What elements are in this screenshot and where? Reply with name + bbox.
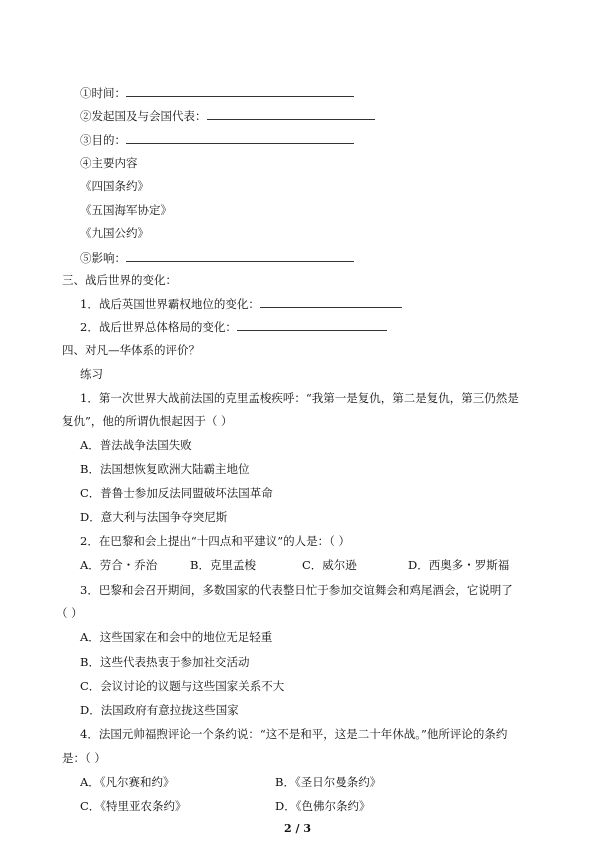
question-3-option-d[interactable]: D．法国政府有意拉拢这些国家 xyxy=(80,703,239,717)
item-britain-change xyxy=(80,295,402,312)
question-1-option-c[interactable]: C．普鲁士参加反法同盟破坏法国革命 xyxy=(80,486,273,500)
fill-blank[interactable] xyxy=(237,318,387,331)
item-purpose-label: ③目的： xyxy=(80,133,126,147)
item-world-pattern xyxy=(80,318,387,335)
item-purpose xyxy=(80,131,354,148)
treaty-nine-power: 《九国公约》 xyxy=(80,226,149,240)
question-3-option-b[interactable]: B．这些代表热衷于参加社交活动 xyxy=(80,655,250,669)
question-3-option-a[interactable]: A．这些国家在和会中的地位无足轻重 xyxy=(80,630,273,644)
fill-blank[interactable] xyxy=(126,249,354,262)
treaty-five-power-naval: 《五国海军协定》 xyxy=(80,203,172,217)
question-1-line-2: 复仇”，他的所谓仇恨起因于（ ） xyxy=(62,414,233,428)
item-time-label: ①时间： xyxy=(80,86,126,100)
page-number: 2 / 3 xyxy=(284,822,311,835)
item-initiators-label: ②发起国及与会国代表： xyxy=(80,109,207,123)
question-2: 2．在巴黎和会上提出“十四点和平建议”的人是：（ ） xyxy=(80,534,350,548)
fill-blank[interactable] xyxy=(207,107,375,120)
section-four-heading: 四、对凡—华体系的评价？ xyxy=(62,343,200,357)
question-2-option-a[interactable]: A．劳合・乔治 xyxy=(80,558,158,572)
practice-heading: 练习 xyxy=(80,367,103,381)
question-4-option-c[interactable]: C．《特里亚农条约》 xyxy=(80,799,187,813)
item-time xyxy=(80,84,354,101)
item-influence xyxy=(80,249,354,266)
question-4-line-2: 是：（ ） xyxy=(62,751,106,765)
fill-blank[interactable] xyxy=(126,84,354,97)
item-main-content: ④主要内容 xyxy=(80,156,138,170)
question-3-option-c[interactable]: C．会议讨论的议题与这些国家关系不大 xyxy=(80,679,285,693)
question-4-option-a[interactable]: A．《凡尔赛和约》 xyxy=(80,775,175,789)
fill-blank[interactable] xyxy=(260,295,402,308)
question-3-line-1: 3．巴黎和会召开期间，多数国家的代表整日忙于参加交谊舞会和鸡尾酒会，它说明了 xyxy=(80,583,513,597)
item-influence-label: ⑤影响： xyxy=(80,251,126,265)
question-4-line-1: 4．法国元帅福煦评论一个条约说：“这不是和平，这是二十年休战。”他所评论的条约 xyxy=(80,727,508,741)
question-1-option-d[interactable]: D．意大利与法国争夺突尼斯 xyxy=(80,510,228,524)
question-4-option-b[interactable]: B．《圣日尔曼条约》 xyxy=(275,775,382,789)
item-initiators xyxy=(80,107,375,124)
question-1-option-b[interactable]: B．法国想恢复欧洲大陆霸主地位 xyxy=(80,462,250,476)
question-3-line-2: （ ） xyxy=(56,606,83,620)
treaty-four-power: 《四国条约》 xyxy=(80,179,149,193)
item-world-pattern-label: 2．战后世界总体格局的变化： xyxy=(80,320,237,334)
fill-blank[interactable] xyxy=(126,131,354,144)
question-2-option-c[interactable]: C．威尔逊 xyxy=(302,558,357,572)
section-three-heading: 三、战后世界的变化： xyxy=(62,273,177,287)
question-2-option-d[interactable]: D．西奥多・罗斯福 xyxy=(408,558,510,572)
item-britain-change-label: 1．战后英国世界霸权地位的变化： xyxy=(80,297,260,311)
question-2-option-b[interactable]: B．克里孟梭 xyxy=(190,558,256,572)
question-1-option-a[interactable]: A．普法战争法国失败 xyxy=(80,438,192,452)
question-1-line-1: 1．第一次世界大战前法国的克里孟梭疾呼：“我第一是复仇，第二是复仇，第三仍然是 xyxy=(80,391,519,405)
question-4-option-d[interactable]: D．《色佛尔条约》 xyxy=(275,799,371,813)
